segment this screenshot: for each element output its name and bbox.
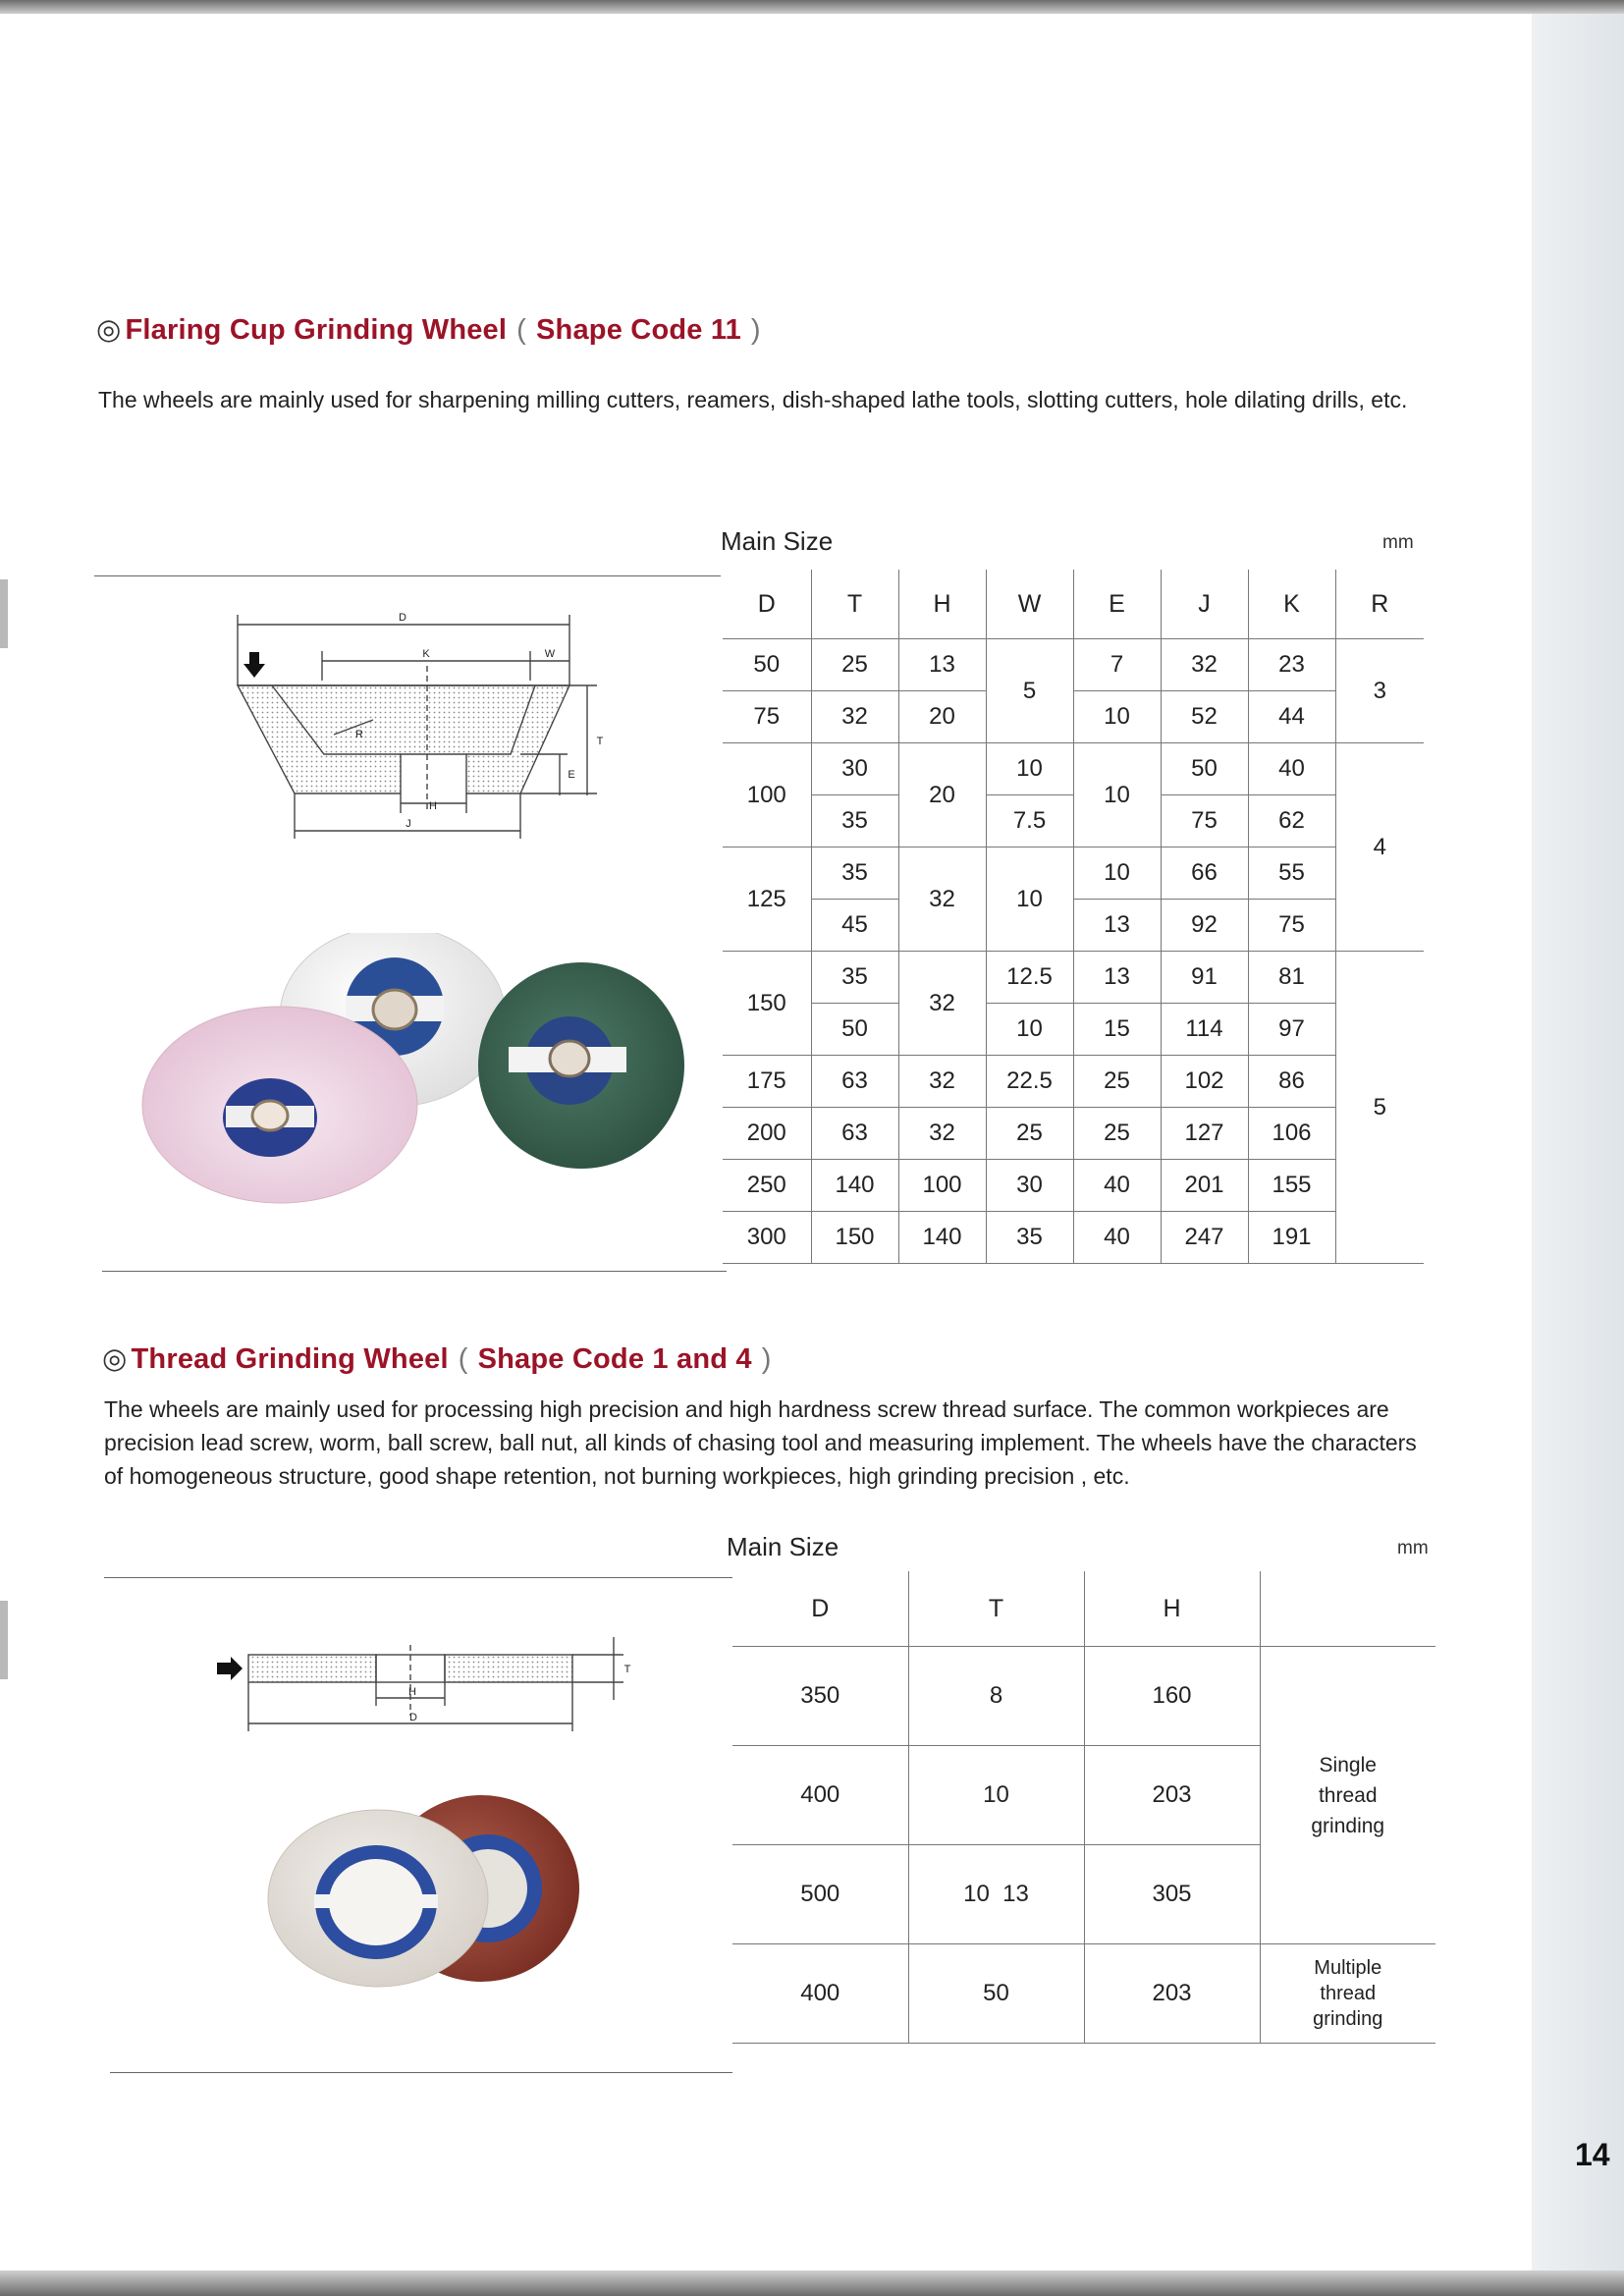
section1-top-rule	[94, 575, 721, 576]
col-header-r: R	[1335, 570, 1424, 639]
cell-e: 25	[1073, 1056, 1161, 1108]
dim-label-e: E	[568, 769, 575, 781]
cell-k: 191	[1248, 1212, 1335, 1264]
col-header-note	[1260, 1571, 1435, 1647]
cell-j: 92	[1161, 900, 1248, 952]
table-row	[723, 639, 1424, 691]
cell-h: 203	[1084, 1944, 1260, 2044]
cell-t: 50	[908, 1944, 1084, 2044]
cell-t: 50	[811, 1004, 898, 1056]
table-row	[723, 1004, 1424, 1056]
cell-j: 32	[1161, 639, 1248, 691]
cell-t: 35	[811, 795, 898, 847]
cell-t: 140	[811, 1160, 898, 1212]
binder-clip	[0, 1601, 8, 1679]
cell-h: 32	[898, 1108, 986, 1160]
cell-w: 25	[986, 1108, 1073, 1160]
cell-d: 300	[723, 1212, 811, 1264]
cell-h: 32	[898, 1056, 986, 1108]
cell-h: 20	[898, 691, 986, 743]
dim-label-h: H	[429, 800, 437, 812]
dim-label-t: T	[623, 1664, 631, 1675]
cell-e: 15	[1073, 1004, 1161, 1056]
section2-title-text: Thread Grinding Wheel	[131, 1343, 449, 1375]
cell-e: 10	[1073, 743, 1161, 847]
col-header-h: H	[1084, 1571, 1260, 1647]
cell-d: 125	[723, 847, 811, 952]
paren-open: (	[458, 1343, 468, 1375]
paren-close: )	[761, 1343, 772, 1375]
section-marker-icon: ◎	[96, 314, 122, 346]
cell-d: 400	[732, 1944, 908, 2044]
cell-t: 63	[811, 1108, 898, 1160]
col-header-d: D	[732, 1571, 908, 1647]
cell-t: 25	[811, 639, 898, 691]
cell-note: Single thread grinding	[1260, 1647, 1435, 1944]
cell-w: 35	[986, 1212, 1073, 1264]
cell-h: 100	[898, 1160, 986, 1212]
section1-shape-code: Shape Code 11	[536, 314, 741, 346]
cell-j: 247	[1161, 1212, 1248, 1264]
cell-w: 5	[986, 639, 1073, 743]
cell-j: 201	[1161, 1160, 1248, 1212]
cell-t: 35	[811, 952, 898, 1004]
cell-w: 22.5	[986, 1056, 1073, 1108]
cell-d: 400	[732, 1746, 908, 1845]
scan-right-edge	[1532, 14, 1624, 2270]
cell-h: 140	[898, 1212, 986, 1264]
cell-e: 13	[1073, 900, 1161, 952]
cell-w: 7.5	[986, 795, 1073, 847]
cell-k: 55	[1248, 847, 1335, 900]
dim-label-j: J	[406, 818, 411, 830]
cell-d: 175	[723, 1056, 811, 1108]
cell-h: 32	[898, 847, 986, 952]
arrow-down-icon	[244, 652, 265, 678]
col-header-t: T	[811, 570, 898, 639]
cell-j: 66	[1161, 847, 1248, 900]
table-row	[723, 1108, 1424, 1160]
cell-k: 86	[1248, 1056, 1335, 1108]
table-header-row	[723, 570, 1424, 639]
cell-j: 52	[1161, 691, 1248, 743]
table-row	[723, 743, 1424, 795]
paren-close: )	[750, 314, 761, 346]
table-header-row	[732, 1571, 1435, 1647]
flaring-cup-diagram	[226, 607, 609, 847]
section1-title-text: Flaring Cup Grinding Wheel	[125, 314, 508, 346]
col-header-d: D	[723, 570, 811, 639]
table-row	[723, 1160, 1424, 1212]
cell-e: 25	[1073, 1108, 1161, 1160]
cell-r: 5	[1335, 952, 1424, 1264]
cell-k: 62	[1248, 795, 1335, 847]
cell-e: 40	[1073, 1160, 1161, 1212]
cell-r: 3	[1335, 639, 1424, 743]
section1-unit: mm	[1382, 532, 1414, 553]
col-header-k: K	[1248, 570, 1335, 639]
cell-t: 45	[811, 900, 898, 952]
section2-bottom-rule	[110, 2072, 732, 2073]
cell-t: 10	[908, 1746, 1084, 1845]
dim-label-t: T	[596, 736, 604, 747]
cell-w: 10	[986, 847, 1073, 952]
page-number: 14	[1575, 2137, 1610, 2172]
paren-open: (	[516, 314, 527, 346]
section1-bottom-rule	[102, 1271, 727, 1272]
cell-w: 12.5	[986, 952, 1073, 1004]
cell-t: 150	[811, 1212, 898, 1264]
cell-e: 10	[1073, 691, 1161, 743]
cell-j: 50	[1161, 743, 1248, 795]
section1-size-table	[723, 570, 1424, 1264]
cell-e: 13	[1073, 952, 1161, 1004]
table-row	[723, 847, 1424, 900]
col-header-j: J	[1161, 570, 1248, 639]
cell-t: 30	[811, 743, 898, 795]
cell-k: 44	[1248, 691, 1335, 743]
col-header-e: E	[1073, 570, 1161, 639]
col-header-t: T	[908, 1571, 1084, 1647]
cell-k: 155	[1248, 1160, 1335, 1212]
thread-wheels-photo	[260, 1792, 594, 1989]
section2-main-size-label: Main Size	[727, 1532, 839, 1561]
dim-label-h: H	[408, 1686, 416, 1698]
cell-note: Multiple thread grinding	[1260, 1944, 1435, 2044]
flaring-cup-wheels-photo	[137, 933, 707, 1218]
cell-t: 10 13	[908, 1845, 1084, 1944]
section2-description: The wheels are mainly used for processing high precision and high hardness screw thread surface. The common workpieces are precision lead screw, worm, ball screw, ball nut, all kinds of chasing tool and measuring implement. The wheels have the characters of homogeneous structure, good shape retention, not burning workpieces, high grinding precision , etc.	[104, 1396, 1417, 1489]
cell-j: 127	[1161, 1108, 1248, 1160]
cell-w: 10	[986, 1004, 1073, 1056]
section1-main-size-label: Main Size	[721, 526, 834, 556]
cell-t: 8	[908, 1647, 1084, 1746]
binder-clip	[0, 579, 8, 648]
cell-e: 40	[1073, 1212, 1161, 1264]
section1-description: The wheels are mainly used for sharpening milling cutters, reamers, dish-shaped lathe tools, slotting cutters, hole dilating drills, etc.	[98, 387, 1408, 412]
section2-size-table	[732, 1571, 1435, 2044]
table-row	[732, 1647, 1435, 1746]
cell-d: 350	[732, 1647, 908, 1746]
cell-k: 75	[1248, 900, 1335, 952]
cell-d: 250	[723, 1160, 811, 1212]
cell-k: 81	[1248, 952, 1335, 1004]
scan-top-edge	[0, 0, 1624, 14]
dim-label-w: W	[544, 648, 556, 660]
table-row	[723, 900, 1424, 952]
cell-d: 50	[723, 639, 811, 691]
cell-w: 10	[986, 743, 1073, 795]
cell-j: 102	[1161, 1056, 1248, 1108]
cell-h: 305	[1084, 1845, 1260, 1944]
cell-k: 40	[1248, 743, 1335, 795]
dim-label-d: D	[399, 612, 406, 624]
cell-k: 106	[1248, 1108, 1335, 1160]
col-header-w: W	[986, 570, 1073, 639]
thread-wheel-diagram	[211, 1625, 663, 1743]
table-row	[723, 1056, 1424, 1108]
cell-d: 100	[723, 743, 811, 847]
section2-shape-code: Shape Code 1 and 4	[477, 1343, 752, 1375]
cell-w: 30	[986, 1160, 1073, 1212]
cell-k: 97	[1248, 1004, 1335, 1056]
cell-r: 4	[1335, 743, 1424, 952]
cell-d: 200	[723, 1108, 811, 1160]
cell-d: 500	[732, 1845, 908, 1944]
scan-bottom-edge	[0, 2270, 1624, 2296]
col-header-h: H	[898, 570, 986, 639]
cell-t: 32	[811, 691, 898, 743]
cell-t: 63	[811, 1056, 898, 1108]
section-marker-icon: ◎	[102, 1343, 128, 1375]
cell-j: 75	[1161, 795, 1248, 847]
cell-h: 20	[898, 743, 986, 847]
table-row	[723, 952, 1424, 1004]
section2-title	[102, 1341, 782, 1376]
dim-label-d: D	[409, 1712, 417, 1723]
cell-j: 114	[1161, 1004, 1248, 1056]
cell-h: 13	[898, 639, 986, 691]
dim-label-r: R	[355, 729, 363, 740]
cell-k: 23	[1248, 639, 1335, 691]
cell-d: 75	[723, 691, 811, 743]
cell-j: 91	[1161, 952, 1248, 1004]
table-row	[732, 1944, 1435, 2044]
cell-e: 7	[1073, 639, 1161, 691]
cell-d: 150	[723, 952, 811, 1056]
section2-top-rule	[104, 1577, 732, 1578]
table-row	[723, 1212, 1424, 1264]
cell-h: 32	[898, 952, 986, 1056]
cell-e: 10	[1073, 847, 1161, 900]
section2-unit: mm	[1397, 1538, 1429, 1558]
section1-title	[96, 312, 771, 347]
arrow-right-icon	[217, 1657, 243, 1680]
dim-label-k: K	[422, 648, 430, 660]
cell-t: 35	[811, 847, 898, 900]
cell-h: 203	[1084, 1746, 1260, 1845]
cell-h: 160	[1084, 1647, 1260, 1746]
table-row	[723, 691, 1424, 743]
